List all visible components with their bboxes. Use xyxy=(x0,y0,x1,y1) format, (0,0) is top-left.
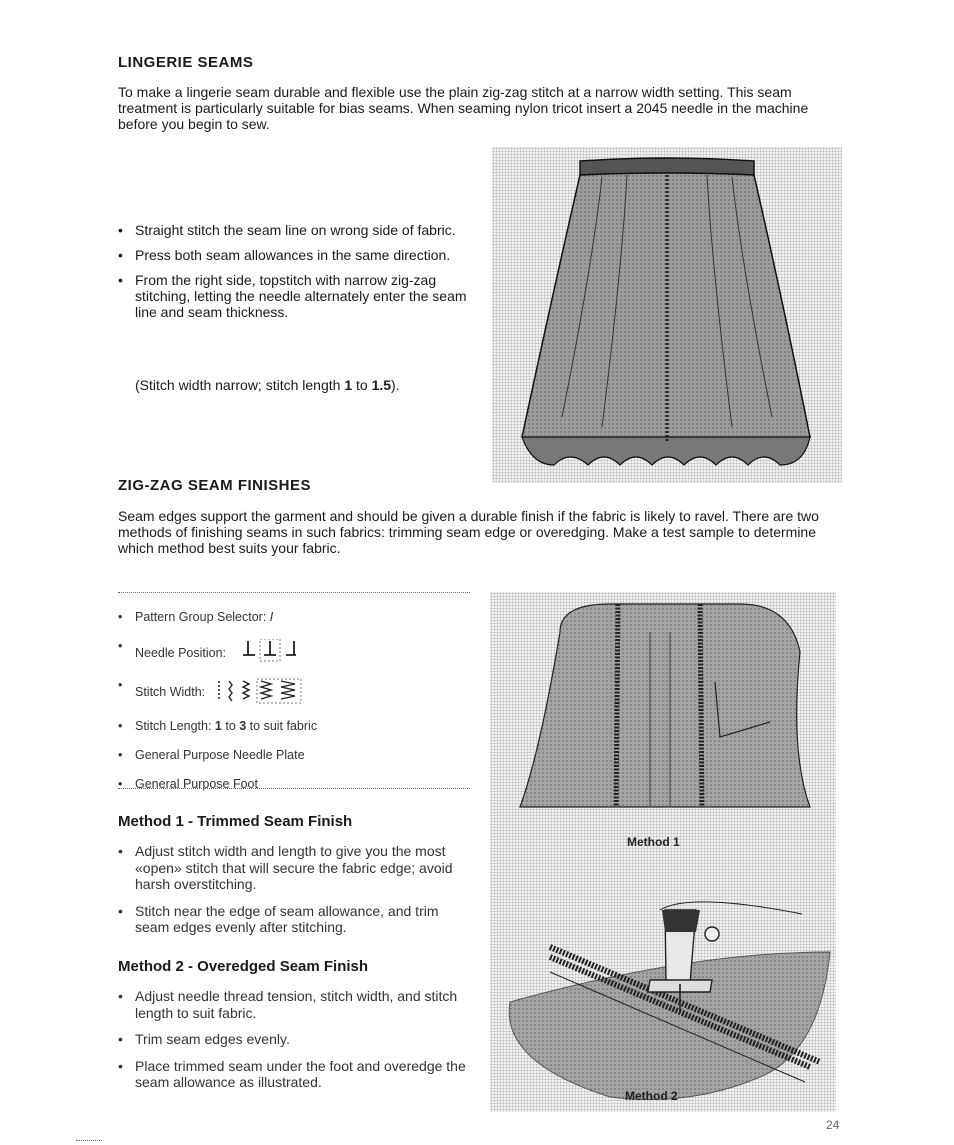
settings-list xyxy=(118,610,473,806)
method2-step: • Trim seam edges evenly. xyxy=(118,1031,473,1048)
method2-caption: Method 2 xyxy=(625,1089,678,1103)
settings-bottom-rule xyxy=(118,788,470,789)
method1-title: Method 1 - Trimmed Seam Finish xyxy=(118,813,353,830)
note-mid: to xyxy=(352,377,372,393)
method-drawings xyxy=(490,592,836,1112)
setting-width xyxy=(118,678,473,704)
zigzag-title: ZIG-ZAG SEAM FINISHES xyxy=(118,477,312,494)
stitch-width-icon xyxy=(215,678,325,704)
settings-top-rule xyxy=(118,592,470,593)
setting-needle xyxy=(118,639,473,663)
method2-steps xyxy=(118,988,473,1101)
skirt-illustration xyxy=(492,147,842,483)
length-suffix: to suit fabric xyxy=(246,719,318,733)
width-label: Stitch Width: xyxy=(135,685,206,699)
zigzag-intro: Seam edges support the garment and should be given a durable finish if the fabric is likely to ravel. There are two methods of finishing seams in such fabrics: trimming seam edge or overedging. Make a test sample to determine which method best suits your fabric. xyxy=(118,508,819,556)
method1-steps xyxy=(118,843,473,946)
note-length-max: 1.5 xyxy=(371,377,392,393)
method2-step: • Adjust needle thread tension, stitch width, and stitch length to suit fabric. xyxy=(118,988,473,1021)
needle-label: Needle Position: xyxy=(135,646,227,660)
lingerie-stitch-note xyxy=(135,377,475,393)
pattern-value: I xyxy=(269,610,274,624)
note-length-min: 1 xyxy=(344,377,353,393)
lingerie-title: LINGERIE SEAMS xyxy=(118,54,254,71)
lingerie-step: • Press both seam allowances in the same direction. xyxy=(118,247,468,263)
length-label: Stitch Length: xyxy=(135,719,215,733)
corner-rule xyxy=(76,1140,102,1141)
method1-step: • Adjust stitch width and length to give you the most «open» stitch that will secure the fabric edge; avoid harsh overstitching. xyxy=(118,843,473,893)
lingerie-step: • From the right side, topstitch with narrow zig-zag stitching, letting the needle alternately enter the seam line and seam thickness. xyxy=(118,272,468,320)
needle-position-icon xyxy=(238,639,318,663)
note-prefix: (Stitch width narrow; stitch length xyxy=(135,377,345,393)
lingerie-step: • Straight stitch the seam line on wrong side of fabric. xyxy=(118,222,468,238)
setting-pattern xyxy=(118,610,473,624)
method1-step: • Stitch near the edge of seam allowance, and trim seam edges evenly after stitching. xyxy=(118,903,473,936)
lingerie-intro: To make a lingerie seam durable and flexible use the plain zig-zag stitch at a narrow width setting. This seam treatment is particularly suitable for bias seams. When seaming nylon tricot insert a 2045 needle in the machine before you begin to sew. xyxy=(118,84,809,132)
method2-step: • Place trimmed seam under the foot and overedge the seam allowance as illustrated. xyxy=(118,1058,473,1091)
method-illustrations xyxy=(490,592,836,1112)
lingerie-steps xyxy=(118,222,468,320)
setting-foot: • General Purpose Foot xyxy=(118,777,473,791)
method1-caption: Method 1 xyxy=(627,835,680,849)
note-suffix: ). xyxy=(391,377,400,393)
page-number: 24 xyxy=(826,1118,840,1132)
pattern-label: Pattern Group Selector: xyxy=(135,610,270,624)
method2-title: Method 2 - Overedged Seam Finish xyxy=(118,958,369,975)
setting-plate: • General Purpose Needle Plate xyxy=(118,748,473,762)
length-mid: to xyxy=(221,719,240,733)
skirt-drawing xyxy=(492,147,842,483)
length-max: 3 xyxy=(239,719,247,733)
setting-length xyxy=(118,719,473,733)
length-min: 1 xyxy=(214,719,222,733)
